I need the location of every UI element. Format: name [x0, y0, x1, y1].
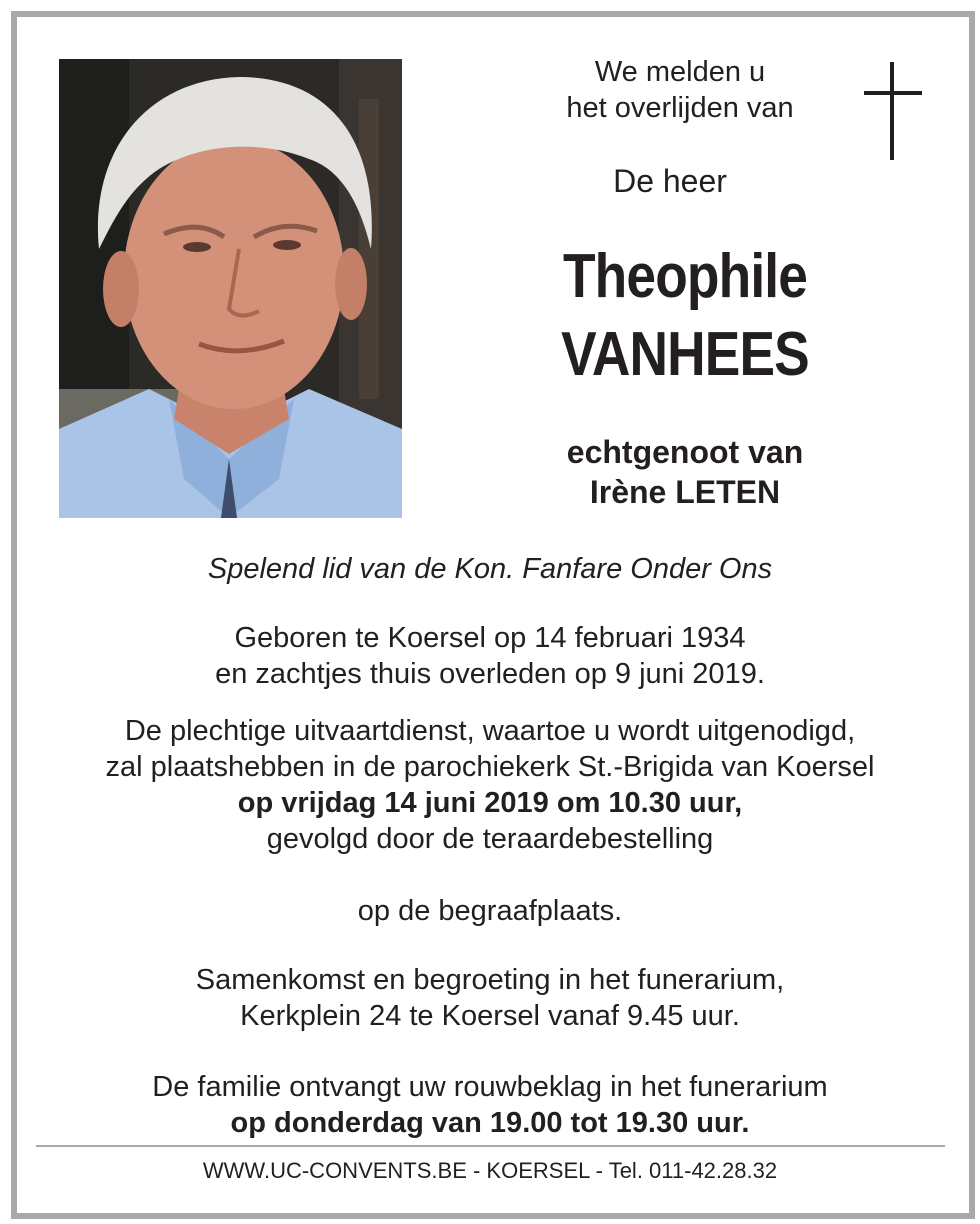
spouse-line-2: Irène LETEN — [589, 474, 781, 510]
condolence-datetime: op donderdag van 19.00 tot 19.30 uur. — [230, 1107, 750, 1139]
service-datetime: op vrijdag 14 juni 2019 om 10.30 uur, — [237, 787, 743, 819]
funeral-home-footer: WWW.UC-CONVENTS.BE - KOERSEL - Tel. 011-42.28.32 — [202, 1158, 778, 1183]
service-line-4: gevolgd door de teraardebestelling — [266, 823, 714, 855]
deceased-first-name: Theophile — [562, 242, 808, 311]
honorific-title: De heer — [613, 163, 727, 199]
burial-location: op de begraafplaats. — [357, 895, 623, 927]
funeral-service-info — [30, 713, 950, 857]
gathering-line-1: Samenkomst en begroeting in het funerarium, — [195, 964, 785, 996]
condolence-info — [30, 1069, 950, 1141]
announcement-intro — [450, 54, 910, 126]
death-line: en zachtjes thuis overleden op 9 juni 2019. — [215, 658, 765, 690]
service-line-1: De plechtige uitvaartdienst, waartoe u wordt uitgenodigd, — [124, 715, 856, 747]
footer-divider — [36, 1145, 945, 1147]
service-line-2: zal plaatshebben in de parochiekerk St.-Brigida van Koersel — [105, 751, 875, 783]
condolence-line-1: De familie ontvangt uw rouwbeklag in het funerarium — [152, 1071, 828, 1103]
spouse-line-1: echtgenoot van — [566, 434, 804, 470]
birth-death-info — [30, 620, 950, 692]
intro-line-1: We melden u — [594, 56, 766, 88]
gathering-line-2: Kerkplein 24 te Koersel vanaf 9.45 uur. — [240, 1000, 740, 1032]
deceased-last-name: VANHEES — [561, 320, 809, 389]
membership-line: Spelend lid van de Kon. Fanfare Onder Ons — [207, 553, 773, 585]
gathering-info — [30, 962, 950, 1034]
birth-line: Geboren te Koersel op 14 februari 1934 — [234, 622, 746, 654]
intro-line-2: het overlijden van — [566, 92, 794, 124]
spouse-info — [450, 432, 920, 512]
portrait-photo — [59, 59, 402, 518]
